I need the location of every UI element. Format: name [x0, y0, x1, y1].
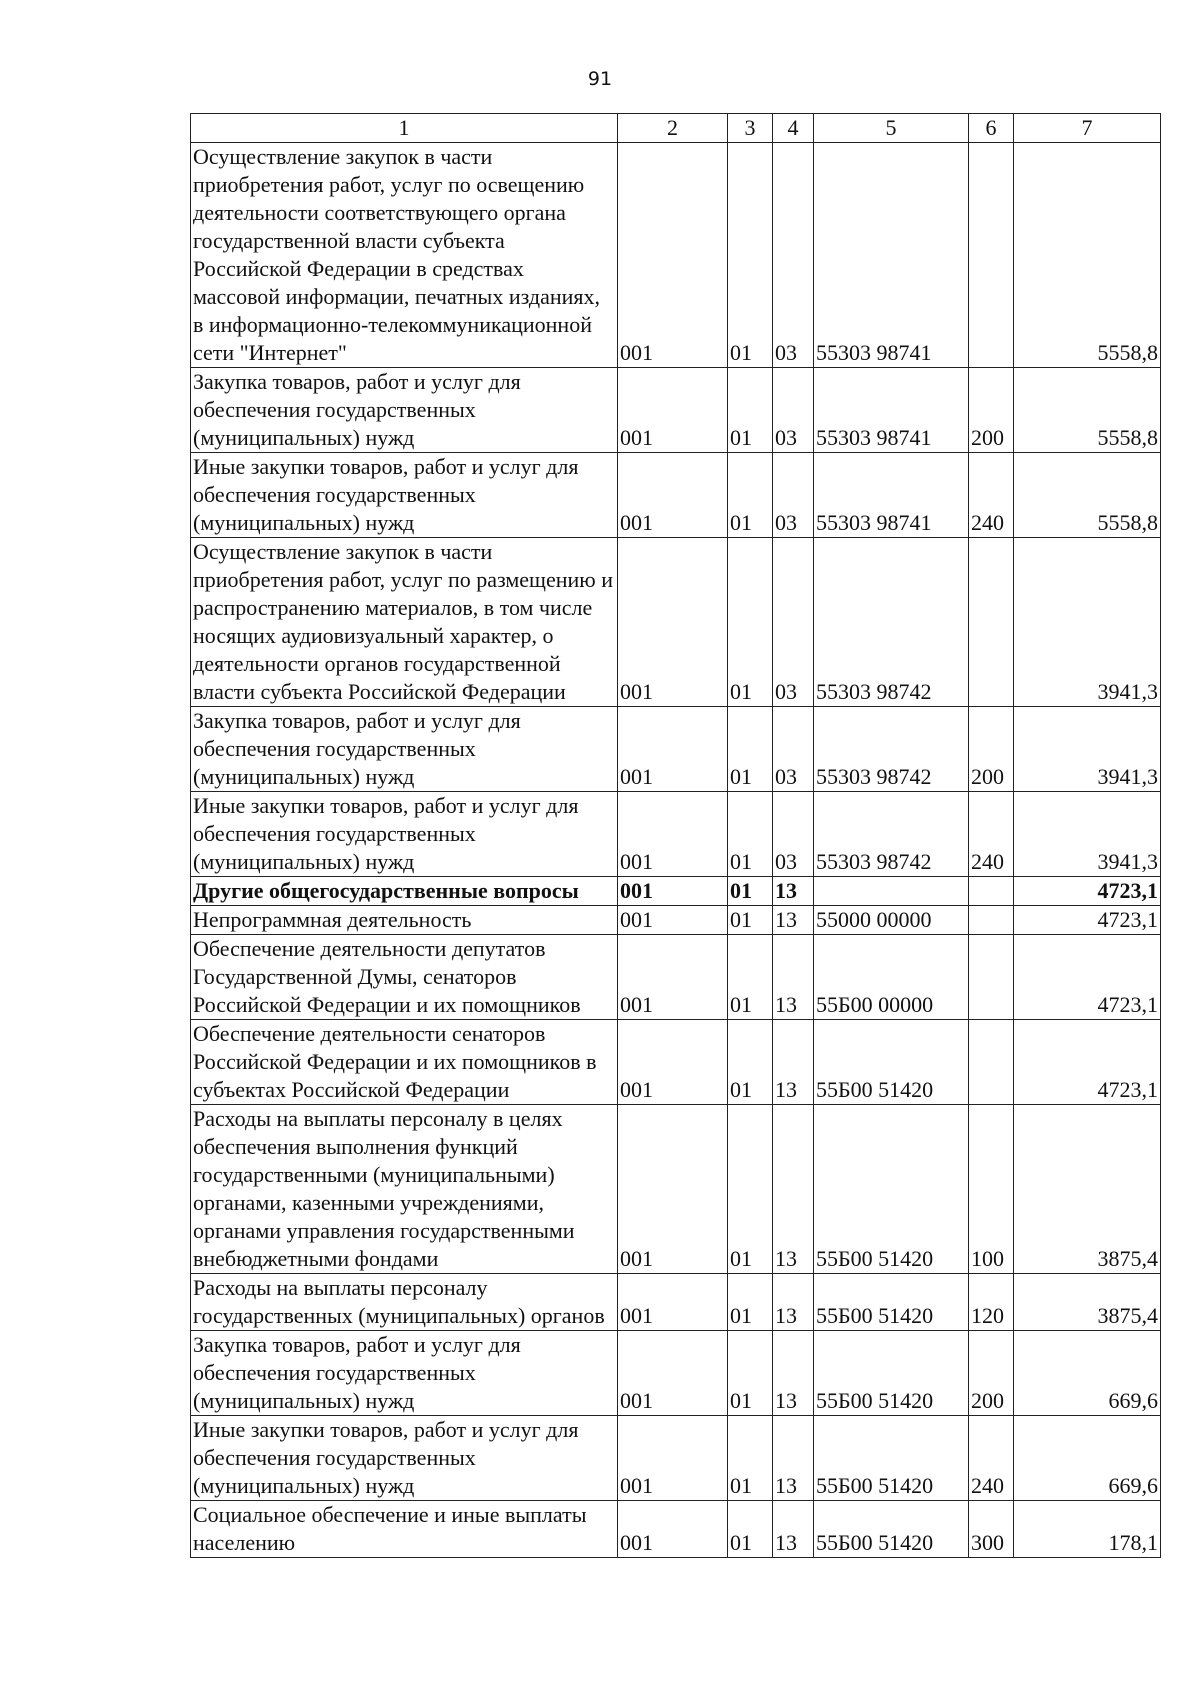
admin-code-cell: 001: [618, 877, 728, 906]
subsection-code-cell: 03: [773, 707, 814, 792]
subsection-code-cell: 13: [773, 1105, 814, 1274]
amount-cell: 178,1: [1014, 1501, 1161, 1558]
table-row: [191, 1416, 1161, 1501]
row-name-cell: Социальное обеспечение и иные выплаты населению: [191, 1501, 618, 1558]
expense-type-cell: [969, 538, 1014, 707]
column-header-1: 1: [191, 114, 618, 143]
amount-cell: 669,6: [1014, 1416, 1161, 1501]
subsection-code-cell: 13: [773, 1274, 814, 1331]
header-row: [191, 114, 1161, 143]
section-code-cell: 01: [728, 1416, 773, 1501]
table-row: [191, 906, 1161, 935]
admin-code-cell: 001: [618, 1105, 728, 1274]
subsection-code-cell: 13: [773, 1331, 814, 1416]
target-article-cell: 55Б00 51420: [814, 1501, 969, 1558]
target-article-cell: 55303 98741: [814, 368, 969, 453]
expense-type-cell: 240: [969, 792, 1014, 877]
row-name-cell: Закупка товаров, работ и услуг для обеспечения государственных (муниципальных) нужд: [191, 1331, 618, 1416]
amount-cell: 4723,1: [1014, 935, 1161, 1020]
column-header-2: 2: [618, 114, 728, 143]
expense-type-cell: [969, 935, 1014, 1020]
amount-cell: 5558,8: [1014, 143, 1161, 368]
expense-type-cell: 200: [969, 707, 1014, 792]
row-name-cell: Обеспечение деятельности депутатов Государственной Думы, сенаторов Российской Федерации и их помощников: [191, 935, 618, 1020]
table-row: [191, 1274, 1161, 1331]
section-code-cell: 01: [728, 1331, 773, 1416]
expense-type-cell: 240: [969, 1416, 1014, 1501]
subsection-code-cell: 03: [773, 453, 814, 538]
admin-code-cell: 001: [618, 792, 728, 877]
subsection-code-cell: 03: [773, 538, 814, 707]
amount-cell: 4723,1: [1014, 906, 1161, 935]
admin-code-cell: 001: [618, 1020, 728, 1105]
column-header-7: 7: [1014, 114, 1161, 143]
subsection-code-cell: 13: [773, 935, 814, 1020]
row-name-cell: Осуществление закупок в части приобретения работ, услуг по освещению деятельности соответствующего органа государственной власти субъекта Российской Федерации в средствах массовой информации, печатных изданиях, в информационно-телекоммуникационной сети "Интернет": [191, 143, 618, 368]
table-row: [191, 538, 1161, 707]
admin-code-cell: 001: [618, 1501, 728, 1558]
target-article-cell: 55Б00 51420: [814, 1416, 969, 1501]
admin-code-cell: 001: [618, 906, 728, 935]
row-name-cell: Другие общегосударственные вопросы: [191, 877, 618, 906]
subsection-code-cell: 13: [773, 1020, 814, 1105]
subsection-code-cell: 13: [773, 877, 814, 906]
section-code-cell: 01: [728, 1501, 773, 1558]
section-code-cell: 01: [728, 792, 773, 877]
expense-type-cell: [969, 143, 1014, 368]
section-code-cell: 01: [728, 538, 773, 707]
row-name-cell: Иные закупки товаров, работ и услуг для обеспечения государственных (муниципальных) нужд: [191, 792, 618, 877]
table-row: [191, 1105, 1161, 1274]
subsection-code-cell: 13: [773, 1416, 814, 1501]
subsection-code-cell: 03: [773, 368, 814, 453]
expense-type-cell: [969, 906, 1014, 935]
subsection-code-cell: 03: [773, 792, 814, 877]
amount-cell: 3941,3: [1014, 792, 1161, 877]
section-code-cell: 01: [728, 707, 773, 792]
amount-cell: 3941,3: [1014, 707, 1161, 792]
admin-code-cell: 001: [618, 368, 728, 453]
admin-code-cell: 001: [618, 143, 728, 368]
target-article-cell: 55303 98741: [814, 143, 969, 368]
column-header-5: 5: [814, 114, 969, 143]
target-article-cell: 55Б00 51420: [814, 1020, 969, 1105]
table-row: [191, 1501, 1161, 1558]
table-row: [191, 453, 1161, 538]
expense-type-cell: 300: [969, 1501, 1014, 1558]
target-article-cell: [814, 877, 969, 906]
table-row: [191, 877, 1161, 906]
section-code-cell: 01: [728, 453, 773, 538]
column-header-4: 4: [773, 114, 814, 143]
column-header-6: 6: [969, 114, 1014, 143]
target-article-cell: 55303 98742: [814, 707, 969, 792]
table-row: [191, 368, 1161, 453]
table-row: [191, 143, 1161, 368]
table-body: [191, 143, 1161, 1558]
expense-type-cell: 120: [969, 1274, 1014, 1331]
target-article-cell: 55Б00 00000: [814, 935, 969, 1020]
section-code-cell: 01: [728, 935, 773, 1020]
row-name-cell: Расходы на выплаты персоналу в целях обеспечения выполнения функций государственными (муниципальными) органами, казенными учреждениями, органами управления государственными внебюджетными фондами: [191, 1105, 618, 1274]
row-name-cell: Обеспечение деятельности сенаторов Российской Федерации и их помощников в субъектах Российской Федерации: [191, 1020, 618, 1105]
expense-type-cell: 200: [969, 368, 1014, 453]
section-code-cell: 01: [728, 143, 773, 368]
target-article-cell: 55Б00 51420: [814, 1331, 969, 1416]
target-article-cell: 55303 98742: [814, 792, 969, 877]
amount-cell: 4723,1: [1014, 877, 1161, 906]
amount-cell: 3941,3: [1014, 538, 1161, 707]
row-name-cell: Расходы на выплаты персоналу государственных (муниципальных) органов: [191, 1274, 618, 1331]
admin-code-cell: 001: [618, 935, 728, 1020]
target-article-cell: 55Б00 51420: [814, 1274, 969, 1331]
section-code-cell: 01: [728, 906, 773, 935]
amount-cell: 3875,4: [1014, 1274, 1161, 1331]
section-code-cell: 01: [728, 368, 773, 453]
page-number: 91: [587, 68, 613, 90]
expense-type-cell: [969, 877, 1014, 906]
admin-code-cell: 001: [618, 1416, 728, 1501]
subsection-code-cell: 13: [773, 906, 814, 935]
row-name-cell: Закупка товаров, работ и услуг для обеспечения государственных (муниципальных) нужд: [191, 368, 618, 453]
target-article-cell: 55303 98741: [814, 453, 969, 538]
admin-code-cell: 001: [618, 453, 728, 538]
amount-cell: 669,6: [1014, 1331, 1161, 1416]
amount-cell: 3875,4: [1014, 1105, 1161, 1274]
table-row: [191, 1020, 1161, 1105]
admin-code-cell: 001: [618, 1331, 728, 1416]
subsection-code-cell: 03: [773, 143, 814, 368]
amount-cell: 5558,8: [1014, 368, 1161, 453]
table-row: [191, 935, 1161, 1020]
table-row: [191, 1331, 1161, 1416]
row-name-cell: Осуществление закупок в части приобретения работ, услуг по размещению и распространению материалов, в том числе носящих аудиовизуальный характер, о деятельности органов государственной власти субъекта Российской Федерации: [191, 538, 618, 707]
section-code-cell: 01: [728, 1020, 773, 1105]
subsection-code-cell: 13: [773, 1501, 814, 1558]
target-article-cell: 55000 00000: [814, 906, 969, 935]
expense-type-cell: [969, 1020, 1014, 1105]
expense-type-cell: 240: [969, 453, 1014, 538]
section-code-cell: 01: [728, 1274, 773, 1331]
row-name-cell: Иные закупки товаров, работ и услуг для обеспечения государственных (муниципальных) нужд: [191, 453, 618, 538]
expense-type-cell: 200: [969, 1331, 1014, 1416]
target-article-cell: 55303 98742: [814, 538, 969, 707]
row-name-cell: Непрограммная деятельность: [191, 906, 618, 935]
expense-type-cell: 100: [969, 1105, 1014, 1274]
row-name-cell: Закупка товаров, работ и услуг для обеспечения государственных (муниципальных) нужд: [191, 707, 618, 792]
target-article-cell: 55Б00 51420: [814, 1105, 969, 1274]
admin-code-cell: 001: [618, 707, 728, 792]
budget-table: [190, 113, 1161, 1558]
row-name-cell: Иные закупки товаров, работ и услуг для обеспечения государственных (муниципальных) нужд: [191, 1416, 618, 1501]
admin-code-cell: 001: [618, 1274, 728, 1331]
table-row: [191, 707, 1161, 792]
table-row: [191, 792, 1161, 877]
amount-cell: 5558,8: [1014, 453, 1161, 538]
column-header-3: 3: [728, 114, 773, 143]
admin-code-cell: 001: [618, 538, 728, 707]
section-code-cell: 01: [728, 877, 773, 906]
amount-cell: 4723,1: [1014, 1020, 1161, 1105]
section-code-cell: 01: [728, 1105, 773, 1274]
